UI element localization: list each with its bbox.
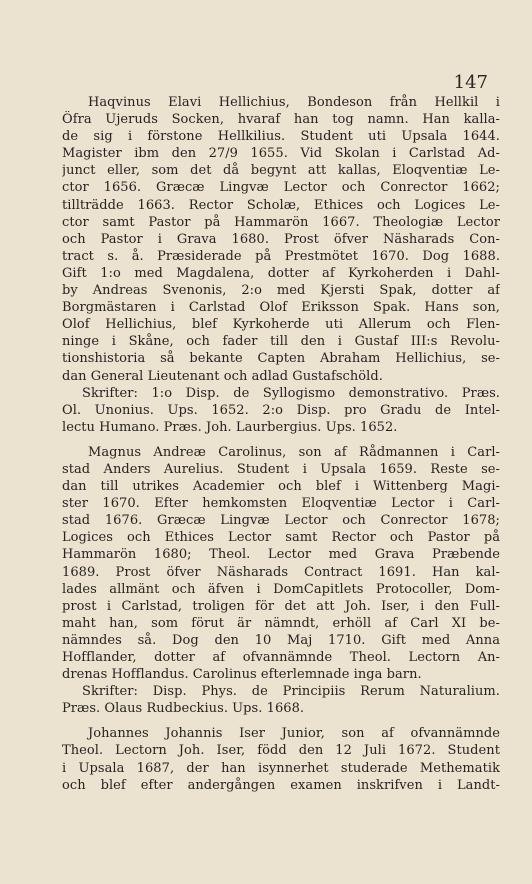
text-line: Ol. Unonius. Ups. 1652. 2:o Disp. pro Gradu de Intel- [62, 402, 500, 418]
text-line: by Andreas Svenonis, 2:o med Kjersti Spak, dotter af [62, 283, 500, 299]
text-line: och blef efter andergången examen inskrifven i Landt- [62, 777, 500, 793]
text-line: Johannes Johannis Iser Junior, son af ofvannämnde [88, 726, 500, 742]
text-line: dan General Lieutenant och adlad Gustafschöld. [62, 368, 383, 384]
text-line: de sig i förstone Hellkilius. Student uti Upsala 1644. [62, 129, 500, 145]
text-line: i Upsala 1687, der han isynnerhet studerade Methematik [62, 760, 500, 776]
text-line: dan till utrikes Academier och blef i Wittenberg Magi- [62, 479, 500, 495]
text-line: Öfra Ujeruds Socken, hvaraf han tog namn. Han kalla- [62, 112, 500, 128]
text-line: prost i Carlstad, troligen för det att Joh. Iser, i den Full- [62, 598, 500, 614]
page-text [62, 94, 500, 794]
text-line: Haqvinus Elavi Hellichius, Bondeson från Hellkil i [88, 95, 500, 110]
text-line: Logices och Ethices Lector samt Rector och Pastor på [62, 530, 500, 546]
paragraph-gap [62, 436, 500, 444]
text-line: ster 1670. Efter hemkomsten Eloqventiæ Lector i Carl- [62, 496, 500, 512]
text-line: Skrifter: Disp. Phys. de Principiis Rerum Naturalium. [82, 684, 500, 700]
text-line: ninge i Skåne, och fader till den i Gustaf III:s Revolu- [62, 334, 500, 350]
text-line: nämndes så. Dog den 10 Maj 1710. Gift med Anna [62, 632, 500, 648]
text-line: 1689. Prost öfver Näsharads Contract 1691. Han kal- [62, 564, 500, 580]
text-line: stad 1676. Græcæ Lingvæ Lector och Conrector 1678; [62, 513, 500, 529]
text-line: tionshistoria så bekante Capten Abraham Hellichius, se- [62, 351, 500, 367]
text-line: Hammarön 1680; Theol. Lector med Grava Præbende [62, 547, 500, 563]
text-line: Gift 1:o med Magdalena, dotter af Kyrkoherden i Dahl- [62, 265, 500, 281]
text-line: Magister ibm den 27/9 1655. Vid Skolan i Carlstad Ad- [62, 146, 500, 162]
text-line: ctor 1656. Græcæ Lingvæ Lector och Conrector 1662; [62, 180, 500, 196]
text-line: stad Anders Aurelius. Student i Upsala 1659. Reste se- [62, 461, 500, 477]
text-line: Magnus Andreæ Carolinus, son af Rådmannen i Carl- [88, 444, 500, 460]
page-number: 147 [453, 72, 488, 93]
text-line: tillträdde 1663. Rector Scholæ, Ethices och Logices Le- [62, 197, 500, 213]
text-line: Olof Hellichius, blef Kyrkoherde uti Allerum och Flen- [62, 317, 500, 333]
text-line: Præs. Olaus Rudbeckius. Ups. 1668. [62, 701, 305, 717]
text-line: Hofflander, dotter af ofvannämnde Theol. Lectorn An- [62, 650, 500, 665]
text-line: maht han, som förut är nämndt, erhöll af Carl XI be- [62, 615, 500, 631]
text-line: drenas Hofflandus. Carolinus efterlemnade inga barn. [62, 667, 422, 683]
text-line: ctor samt Pastor på Hammarön 1667. Theologiæ Lector [62, 214, 500, 230]
text-line: Skrifter: 1:o Disp. de Syllogismo demonstrativo. Præs. [82, 385, 500, 401]
text-line: Theol. Lectorn Joh. Iser, född den 12 Juli 1672. Student [62, 743, 500, 759]
text-line: lades allmänt och äfven i DomCapitlets Protocoller, Dom- [62, 581, 500, 597]
paragraph-gap [62, 717, 500, 725]
text-line: tract s. å. Præsiderade på Prestmötet 1670. Dog 1688. [62, 248, 500, 264]
text-line: lectu Humano. Præs. Joh. Laurbergius. Ups. 1652. [62, 419, 398, 435]
text-line: och Pastor i Grava 1680. Prost öfver Näsharads Con- [62, 231, 500, 247]
text-line: Borgmästaren i Carlstad Olof Eriksson Spak. Hans son, [62, 300, 500, 316]
text-line: junct eller, som det då begynt att kallas, Eloqventiæ Le- [62, 163, 500, 179]
